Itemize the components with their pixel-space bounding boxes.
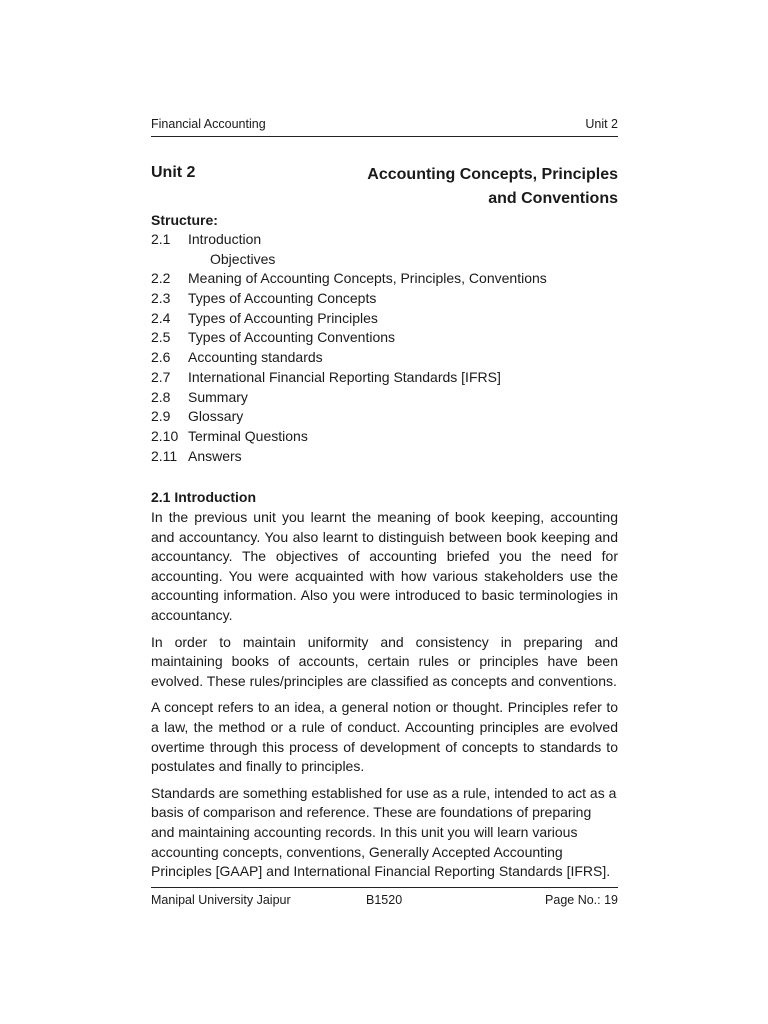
toc-item-label: Types of Accounting Conventions	[188, 329, 396, 346]
footer-course-code: B1520	[366, 893, 403, 907]
toc-item-number: 2.10	[151, 427, 179, 444]
paragraph: In the previous unit you learnt the meaning of book keeping, accounting and accountancy. You also learnt to distinguish between book keeping and accountancy. The objectives of accounting briefed you the need for accounting. You were acquainted with how various stakeholders use the accounting information. Also you were introduced to basic terminologies in accountancy.	[151, 509, 618, 623]
unit-title	[318, 163, 618, 211]
header-book-title: Financial Accounting	[151, 117, 266, 131]
toc-item-label: Glossary	[188, 408, 244, 425]
toc-item-number: 2.6	[151, 349, 171, 366]
toc-item-label: Answers	[188, 447, 242, 464]
toc-item-number: 2.5	[151, 329, 171, 346]
toc-item	[151, 447, 618, 467]
toc-item-label: Summary	[188, 388, 248, 405]
toc-item	[151, 309, 618, 329]
toc-item-label: Types of Accounting Concepts	[188, 290, 377, 307]
running-footer	[151, 892, 618, 908]
toc-item-number: 2.11	[151, 447, 178, 464]
toc-item-number: 2.7	[151, 368, 171, 385]
header-divider	[151, 136, 618, 137]
toc-item-number: 2.4	[151, 309, 171, 326]
toc-item	[151, 289, 618, 309]
toc-item-number: 2.9	[151, 408, 171, 425]
toc-item	[151, 230, 618, 250]
section-heading: 2.1 Introduction	[151, 489, 256, 505]
toc-item-number: 2.2	[151, 270, 171, 287]
unit-title-line-2: and Conventions	[488, 190, 618, 207]
toc-item	[151, 407, 618, 427]
toc-item-label: Types of Accounting Principles	[188, 309, 378, 326]
footer-divider	[151, 887, 618, 888]
unit-label: Unit 2	[151, 164, 196, 181]
introduction-body	[151, 508, 618, 889]
toc-item-label: Accounting standards	[188, 349, 323, 366]
toc-item-number: 2.1	[151, 231, 171, 247]
toc-item-label: Introduction	[188, 231, 262, 247]
toc-item-number: 2.3	[151, 290, 171, 307]
toc-item	[151, 368, 618, 388]
structure-list	[151, 230, 618, 466]
toc-item	[151, 427, 618, 447]
toc-item-number: 2.8	[151, 388, 171, 405]
running-header	[151, 116, 618, 132]
footer-university: Manipal University Jaipur	[151, 893, 291, 907]
unit-title-line-1: Accounting Concepts, Principles	[367, 166, 618, 183]
footer-page-number: Page No.: 19	[545, 893, 618, 907]
toc-item	[151, 348, 618, 368]
toc-item	[151, 269, 618, 289]
toc-item	[151, 388, 618, 408]
paragraph: A concept refers to an idea, a general notion or thought. Principles refer to a law, the method or a rule of conduct. Accounting principles are evolved overtime through this process of development of concepts to standards to postulates and finally to principles.	[151, 699, 618, 775]
paragraph: Standards are something established for use as a rule, intended to act as a basis of comparison and reference. These are foundations of preparing and maintaining accounting records. In this unit you will learn various accounting concepts, conventions, Generally Accepted Accounting Principles [GAAP] and International Financial Reporting Standards [IFRS].	[151, 784, 617, 880]
toc-subitem-label: Objectives	[210, 250, 276, 267]
toc-item-label: International Financial Reporting Standards [IFRS]	[188, 368, 501, 385]
toc-item	[151, 328, 618, 348]
toc-subitem	[151, 250, 618, 270]
header-unit-number: Unit 2	[585, 117, 618, 131]
toc-item-label: Terminal Questions	[188, 427, 308, 444]
structure-heading: Structure:	[151, 212, 218, 228]
toc-item-label: Meaning of Accounting Concepts, Principles, Conventions	[188, 270, 547, 287]
paragraph: In order to maintain uniformity and consistency in preparing and maintaining books of accounts, certain rules or principles have been evolved. These rules/principles are classified as concepts and conventions.	[151, 633, 618, 689]
